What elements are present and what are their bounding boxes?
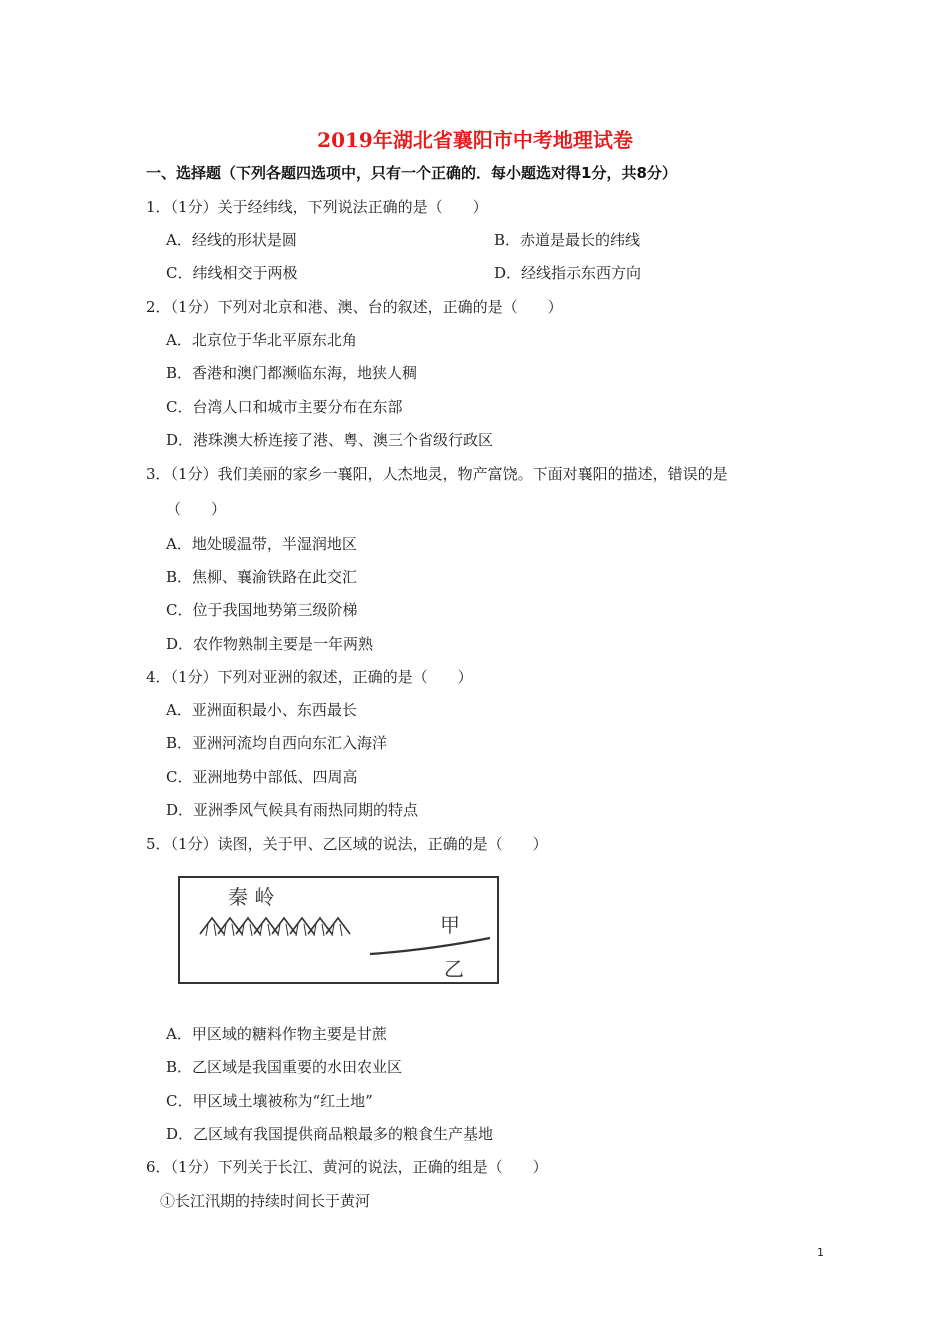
question-2-option-c: C．台湾人口和城市主要分布在东部 [166,398,403,416]
question-5-option-a: A．甲区域的糖料作物主要是甘蔗 [166,1025,387,1043]
question-4-option-c: C．亚洲地势中部低、四周高 [166,768,358,786]
page-title: 2019年湖北省襄阳市中考地理试卷 [317,128,633,152]
page-number: 1 [817,1246,824,1259]
question-1-option-c: C．纬线相交于两极 [166,264,298,282]
question-2-option-b: B．香港和澳门都濒临东海，地狭人稠 [166,364,418,382]
question-5-option-b: B．乙区域是我国重要的水田农业区 [166,1058,403,1076]
qinling-mountain-label: 秦 岭 [228,885,275,909]
question-6-item-1: ①长江汛期的持续时间长于黄河 [160,1192,371,1210]
region-north-label: 甲 [440,913,460,937]
question-5-option-d: D．乙区域有我国提供商品粮最多的粮食生产基地 [166,1125,494,1143]
question-3-option-b: B．焦柳、襄渝铁路在此交汇 [166,568,358,586]
question-4-option-d: D．亚洲季风气候具有雨热同期的特点 [166,801,419,819]
question-2-stem: 2．（1分）下列对北京和港、澳、台的叙述，正确的是（ ） [146,298,563,316]
question-5-option-c: C．甲区域土壤被称为“红土地” [166,1092,373,1110]
question-1-option-a: A．经线的形状是圆 [166,231,297,249]
question-5-stem: 5．（1分）读图，关于甲、乙区域的说法，正确的是（ ） [146,835,548,853]
question-3-option-a: A．地处暖温带，半湿润地区 [166,535,357,553]
question-3-option-d: D．农作物熟制主要是一年两熟 [166,635,374,653]
question-4-option-a: A．亚洲面积最小、东西最长 [166,701,357,719]
question-4-option-b: B．亚洲河流均自西向东汇入海洋 [166,734,388,752]
question-3-stem-continuation: （ ） [166,500,227,518]
question-6-stem: 6．（1分）下列关于长江、黄河的说法，正确的组是（ ） [146,1158,548,1176]
section-heading: 一、选择题（下列各题四选项中，只有一个正确的．每小题选对得1分，共8分） [146,164,677,182]
question-1-option-d: D．经线指示东西方向 [494,264,642,282]
question-3-stem: 3．（1分）我们美丽的家乡一襄阳，人杰地灵，物产富饶。下面对襄阳的描述，错误的是 [146,465,728,483]
qinling-map-figure [178,876,499,984]
question-1-option-b: B．赤道是最长的纬线 [494,231,641,249]
question-2-option-a: A．北京位于华北平原东北角 [166,331,357,349]
question-3-option-c: C．位于我国地势第三级阶梯 [166,601,358,619]
question-4-stem: 4．（1分）下列对亚洲的叙述，正确的是（ ） [146,668,473,686]
question-2-option-d: D．港珠澳大桥连接了港、粤、澳三个省级行政区 [166,431,494,449]
question-1-stem: 1．（1分）关于经纬线，下列说法正确的是（ ） [146,198,488,216]
region-south-label: 乙 [444,957,464,981]
